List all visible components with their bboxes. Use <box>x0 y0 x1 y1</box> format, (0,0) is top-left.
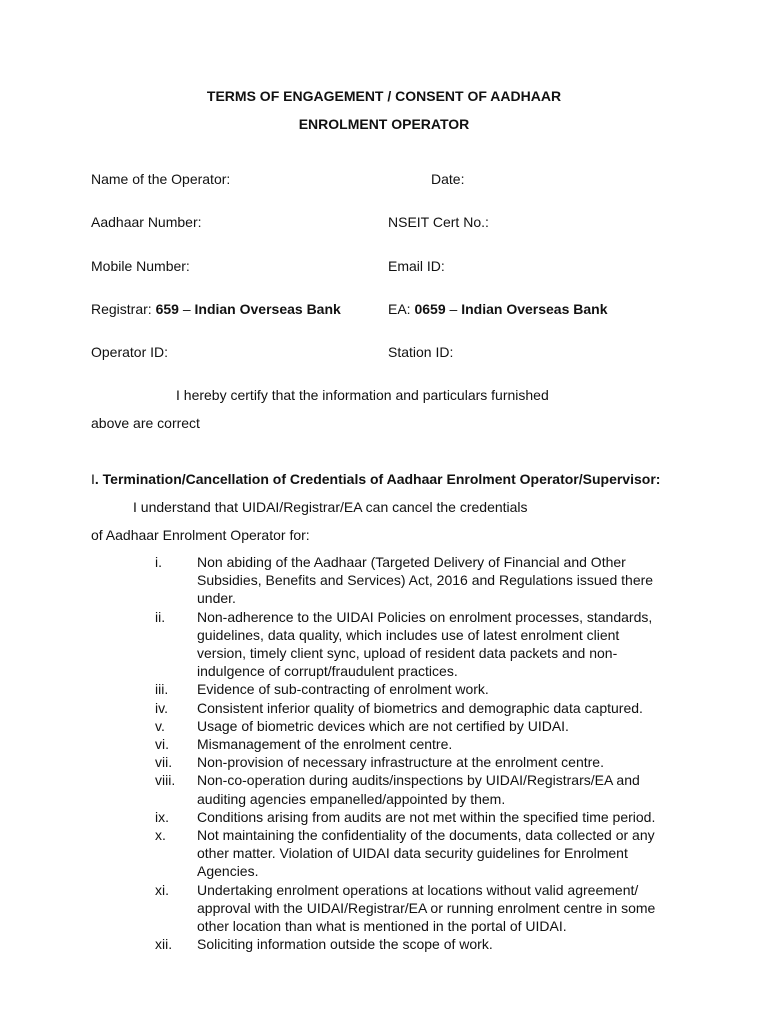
certify-line1: I hereby certify that the information and particulars furnished <box>176 387 549 403</box>
list-item-number: viii. <box>155 772 176 789</box>
section-title: . Termination/Cancellation of Credentials of Aadhaar Enrolment Operator/Supervisor: <box>94 471 661 487</box>
list-item-text: Non-provision of necessary infrastructure at the enrolment centre. <box>197 754 604 771</box>
list-item-number: i. <box>155 554 162 570</box>
list-item-text: Consistent inferior quality of biometrics and demographic data captured. <box>197 699 643 716</box>
list-item-number: iii. <box>155 681 169 698</box>
document-title-line1: TERMS OF ENGAGEMENT / CONSENT OF AADHAAR <box>206 88 562 104</box>
aadhaar-number-label: Aadhaar Number: <box>91 214 202 230</box>
list-item-number: vii. <box>155 754 173 771</box>
ea-separator: – <box>445 301 462 317</box>
operator-id-label: Operator ID: <box>91 344 169 360</box>
list-item-text: Soliciting information outside the scope of work. <box>197 936 493 953</box>
list-item-number: iv. <box>155 699 168 716</box>
ea-field <box>388 301 608 317</box>
list-item-number: xi. <box>155 881 169 898</box>
section-number: I <box>91 471 95 487</box>
list-item-text: Not maintaining the confidentiality of the documents, data collected or any other matter. Violation of UIDAI data security guidelines for Enrolment Agencies. <box>197 827 655 880</box>
registrar-name: Indian Overseas Bank <box>194 301 341 317</box>
list-item-text: Undertaking enrolment operations at locations without valid agreement/ approval with the UIDAI/Registrar/EA or running enrolment centre in some other location than what is mentioned in the portal of UIDAI. <box>197 881 656 935</box>
list-item-text: Usage of biometric devices which are not certified by UIDAI. <box>197 717 569 734</box>
ea-name: Indian Overseas Bank <box>461 301 608 317</box>
list-item-text: Non-adherence to the UIDAI Policies on enrolment processes, standards, guidelines, data quality, which includes use of latest enrolment client version, timely client sync, upload of resident data packets and non-indulgence of corrupt/fraudulent practices. <box>197 608 653 680</box>
ea-code: 0659 <box>414 301 446 317</box>
list-item-number: ix. <box>155 808 169 825</box>
date-label: Date: <box>431 171 465 187</box>
list-item-number: x. <box>155 827 166 844</box>
list-item <box>155 826 670 881</box>
operator-name-label: Name of the Operator: <box>91 171 231 187</box>
document-title-line2: ENROLMENT OPERATOR <box>298 116 470 132</box>
termination-reasons-list <box>155 553 670 953</box>
email-id-label: Email ID: <box>388 258 445 274</box>
list-item-text: Conditions arising from audits are not met within the specified time period. <box>197 808 656 825</box>
list-item <box>155 680 670 698</box>
certify-line2: above are correct <box>91 415 200 431</box>
list-item <box>155 771 670 807</box>
list-item <box>155 735 670 753</box>
list-item <box>155 753 670 771</box>
list-item-number: v. <box>155 717 165 734</box>
list-item <box>155 717 670 735</box>
list-item <box>155 935 670 953</box>
section-heading <box>91 471 660 487</box>
list-item <box>155 699 670 717</box>
registrar-separator: – <box>178 301 195 317</box>
list-item <box>155 881 670 936</box>
ea-label: EA: <box>388 301 415 317</box>
list-item <box>155 553 670 608</box>
section-intro-line2: of Aadhaar Enrolment Operator for: <box>91 527 310 543</box>
list-item-number: ii. <box>155 608 166 625</box>
section-intro-line1: I understand that UIDAI/Registrar/EA can cancel the credentials <box>133 499 528 515</box>
registrar-code: 659 <box>155 301 179 317</box>
list-item-text: Evidence of sub-contracting of enrolment work. <box>197 681 489 698</box>
list-item-number: xii. <box>155 936 173 953</box>
registrar-field <box>91 301 341 317</box>
list-item-number: vi. <box>155 736 169 753</box>
list-item-text: Mismanagement of the enrolment centre. <box>197 736 453 753</box>
list-item-text: Non-co-operation during audits/inspections by UIDAI/Registrars/EA and auditing agencies empanelled/appointed by them. <box>197 772 640 807</box>
list-item-text: Non abiding of the Aadhaar (Targeted Delivery of Financial and Other Subsidies, Benefits and Services) Act, 2016 and Regulations issued there under. <box>197 554 654 607</box>
registrar-label: Registrar: <box>91 301 156 317</box>
nseit-cert-label: NSEIT Cert No.: <box>388 214 489 230</box>
station-id-label: Station ID: <box>388 344 454 360</box>
list-item <box>155 608 670 681</box>
mobile-number-label: Mobile Number: <box>91 258 190 274</box>
list-item <box>155 808 670 826</box>
